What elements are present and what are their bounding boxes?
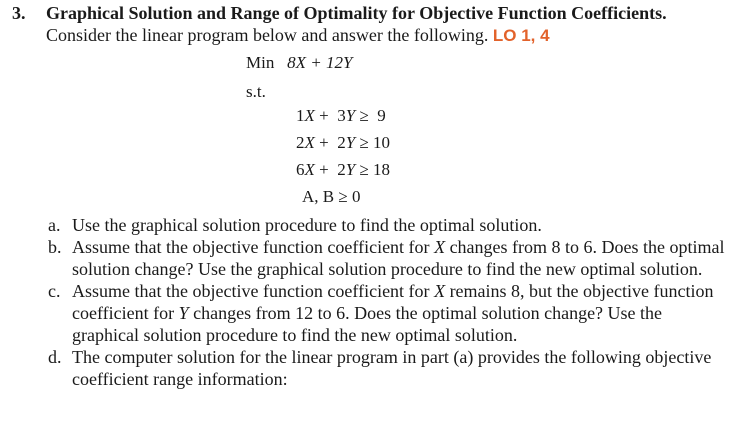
problem-title: Graphical Solution and Range of Optimality for Objective Function Coefficients.: [46, 3, 667, 23]
question-b: b. Assume that the objective function coefficient for X changes from 8 to 6. Does the optimal solution change? Use the graphical solution procedure to find the new optimal solution.: [48, 237, 725, 279]
objective-expression: 8X + 12Y: [287, 53, 353, 72]
question-list: [48, 214, 728, 390]
constraint-3: 6X + 2Y ≥ 18: [296, 160, 391, 179]
question-d: [48, 346, 728, 390]
problem-number: 3.: [12, 3, 26, 23]
question-letter: a.: [48, 215, 61, 235]
question-letter: b.: [48, 237, 62, 257]
constraint-1: 1X + 3Y ≥ 9: [296, 106, 386, 125]
intro-text: Consider the linear program below and answer the following.: [46, 25, 489, 45]
question-letter: d.: [48, 347, 62, 367]
problem-intro: [46, 24, 550, 47]
objective-function: [246, 53, 352, 73]
problem-header: [12, 2, 667, 24]
question-c: c. Assume that the objective function coefficient for X remains 8, but the objective function coefficient for Y changes from 12 to 6. Does the optimal solution change? Use the graphical solution procedure to find the new optimal solution.: [48, 281, 714, 345]
question-a: [48, 214, 728, 236]
constraint-2: 2X + 2Y ≥ 10: [296, 133, 391, 152]
question-text: The computer solution for the linear program in part (a) provides the following objective coefficient range information:: [72, 347, 712, 389]
question-text: Use the graphical solution procedure to find the optimal solution.: [72, 215, 542, 235]
learning-objective-tag: LO 1, 4: [492, 26, 550, 45]
question-letter: c.: [48, 281, 61, 301]
subject-to-label: s.t.: [246, 82, 266, 101]
objective-label: Min: [246, 53, 275, 72]
nonnegativity-constraint: A, B ≥ 0: [302, 187, 361, 206]
